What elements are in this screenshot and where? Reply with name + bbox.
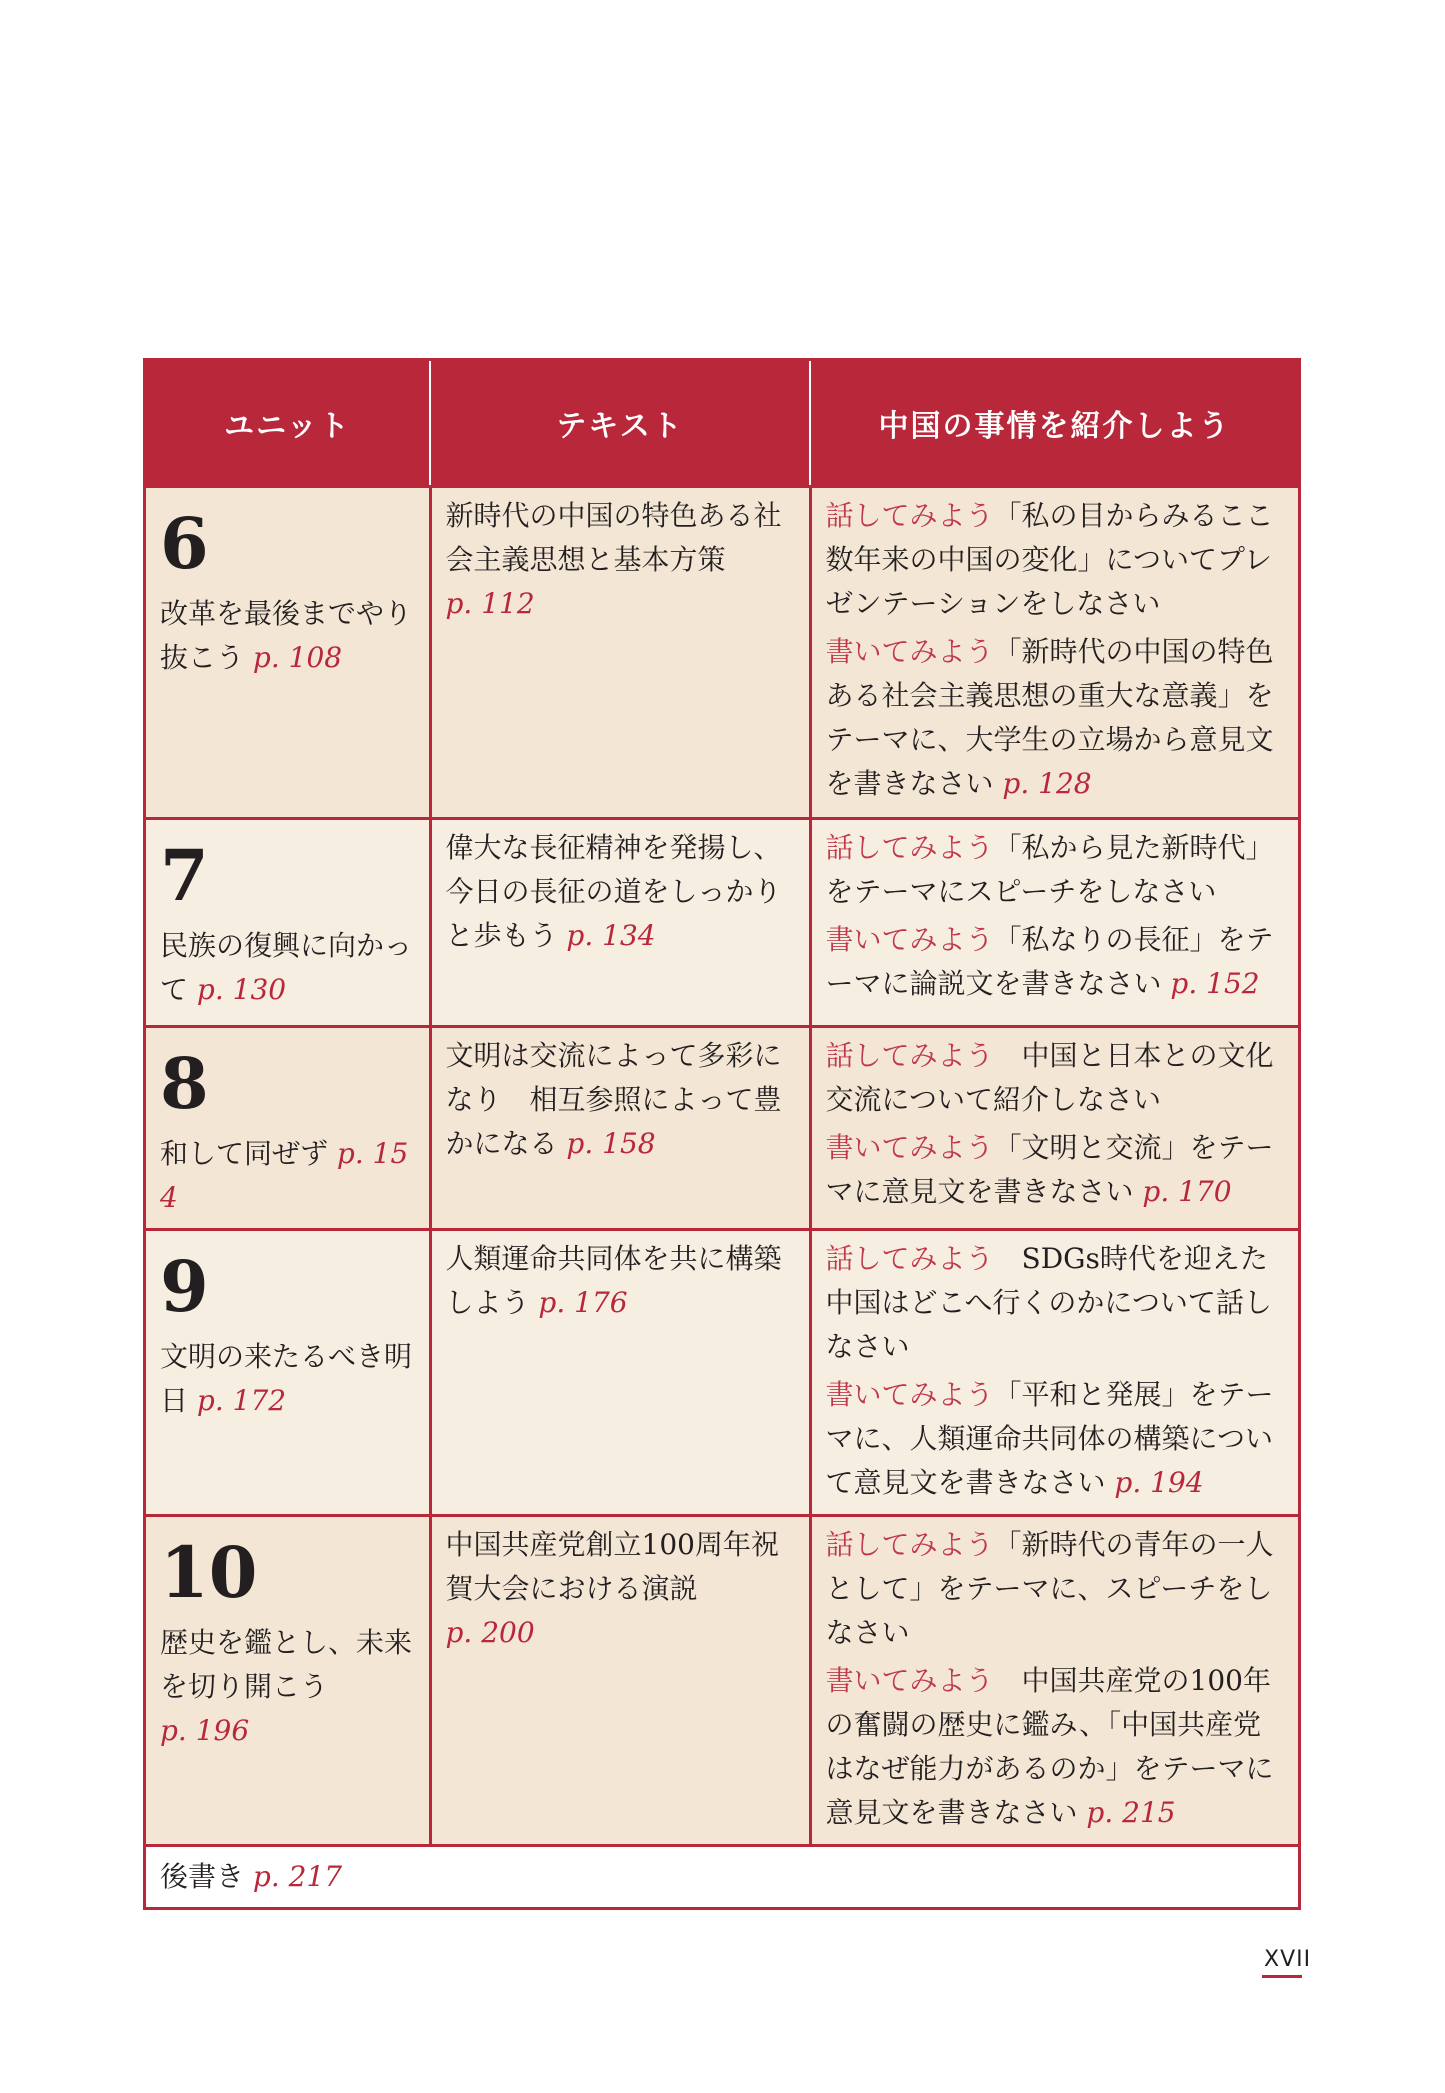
write-page-ref: p. 170 bbox=[1142, 1175, 1232, 1208]
speak-label: 話してみよう bbox=[825, 1039, 994, 1072]
unit-page-ref: p. 108 bbox=[252, 641, 343, 674]
text-page-ref: p. 134 bbox=[566, 919, 656, 952]
write-page-ref: p. 128 bbox=[1002, 767, 1092, 800]
write-page-ref: p. 152 bbox=[1170, 967, 1260, 1000]
afterword-row bbox=[146, 1846, 1298, 1908]
speak-label: 話してみよう bbox=[825, 831, 994, 864]
activity-cell bbox=[810, 1230, 1298, 1516]
unit-cell bbox=[146, 487, 430, 819]
unit-number: 9 bbox=[160, 1245, 209, 1328]
header-row bbox=[146, 361, 1298, 487]
write-text: 「平和と発展」をテーマに、人類運命共同体の構築について意見文を書きなさい bbox=[825, 1378, 1274, 1499]
table-row bbox=[146, 487, 1298, 819]
speak-label: 話してみよう bbox=[825, 1528, 994, 1561]
unit-page-ref: p. 154 bbox=[160, 1137, 409, 1214]
contents-table bbox=[143, 358, 1301, 1910]
unit-number: 10 bbox=[160, 1531, 258, 1614]
speak-text: 「新時代の青年の一人として」をテーマに、スピーチをしなさい bbox=[825, 1528, 1274, 1649]
text-cell bbox=[430, 1027, 810, 1230]
write-label: 書いてみよう bbox=[825, 1131, 994, 1164]
text-title: 新時代の中国の特色ある社会主義思想と基本方策 bbox=[445, 499, 782, 576]
activity-cell bbox=[810, 1516, 1298, 1846]
text-page-ref: p. 176 bbox=[538, 1286, 628, 1319]
afterword-label: 後書き bbox=[160, 1860, 245, 1893]
unit-title: 和して同ぜず bbox=[160, 1137, 329, 1170]
write-label: 書いてみよう bbox=[825, 1378, 994, 1411]
speak-label: 話してみよう bbox=[825, 1242, 994, 1275]
text-title: 人類運命共同体を共に構築しよう bbox=[445, 1242, 782, 1319]
afterword-cell bbox=[146, 1846, 1298, 1908]
text-page-ref: p. 158 bbox=[566, 1127, 656, 1160]
speak-text: SDGs時代を迎えた中国はどこへ行くのかについて話しなさい bbox=[825, 1242, 1272, 1363]
write-label: 書いてみよう bbox=[825, 635, 994, 668]
table-row bbox=[146, 1027, 1298, 1230]
speak-text: 中国と日本との文化交流について紹介しなさい bbox=[825, 1039, 1274, 1116]
text-cell bbox=[430, 1516, 810, 1846]
unit-cell bbox=[146, 1516, 430, 1846]
write-text: 「文明と交流」をテーマに意見文を書きなさい bbox=[825, 1131, 1274, 1208]
unit-cell bbox=[146, 1230, 430, 1516]
unit-page-ref: p. 172 bbox=[196, 1384, 287, 1417]
afterword-page-ref: p. 217 bbox=[252, 1860, 343, 1893]
activity-cell bbox=[810, 1027, 1298, 1230]
write-text: 「私なりの長征」をテーマに論説文を書きなさい bbox=[825, 923, 1274, 1000]
speak-text: 「私の目からみるここ数年来の中国の変化」についてプレゼンテーションをしなさい bbox=[825, 499, 1274, 620]
write-text: 「新時代の中国の特色ある社会主義思想の重大な意義」をテーマに、大学生の立場から意見文を書きなさい bbox=[825, 635, 1274, 800]
speak-label: 話してみよう bbox=[825, 499, 994, 532]
header-unit: ユニット bbox=[146, 361, 430, 487]
unit-page-ref: p. 196 bbox=[160, 1714, 250, 1747]
unit-number: 6 bbox=[160, 502, 209, 585]
write-page-ref: p. 194 bbox=[1114, 1466, 1204, 1499]
unit-number: 8 bbox=[160, 1042, 209, 1125]
text-title: 偉大な長征精神を発揚し、今日の長征の道をしっかりと歩もう bbox=[445, 831, 782, 952]
unit-title: 文明の来たるべき明日 bbox=[160, 1340, 413, 1417]
unit-page-ref: p. 130 bbox=[196, 973, 287, 1006]
text-title: 中国共産党創立100周年祝賀大会における演説 bbox=[445, 1528, 779, 1605]
text-cell bbox=[430, 487, 810, 819]
text-page-ref: p. 200 bbox=[445, 1616, 535, 1649]
unit-title: 民族の復興に向かって bbox=[160, 929, 413, 1006]
table-row bbox=[146, 1516, 1298, 1846]
table-row bbox=[146, 1230, 1298, 1516]
write-page-ref: p. 215 bbox=[1086, 1796, 1176, 1829]
header-introduce: 中国の事情を紹介しよう bbox=[810, 361, 1298, 487]
text-page-ref: p. 112 bbox=[445, 587, 535, 620]
table-row bbox=[146, 819, 1298, 1027]
text-cell bbox=[430, 819, 810, 1027]
header-text: テキスト bbox=[430, 361, 810, 487]
speak-text: 「私から見た新時代」をテーマにスピーチをしなさい bbox=[825, 831, 1274, 908]
unit-cell bbox=[146, 819, 430, 1027]
activity-cell bbox=[810, 819, 1298, 1027]
text-cell bbox=[430, 1230, 810, 1516]
page-number-underline bbox=[1262, 1975, 1302, 1978]
write-label: 書いてみよう bbox=[825, 1664, 994, 1697]
unit-title: 改革を最後までやり抜こう bbox=[160, 597, 413, 674]
unit-number: 7 bbox=[160, 834, 209, 917]
write-text: 中国共産党の100年の奮闘の歴史に鑑み、「中国共産党はなぜ能力があるのか」をテーマに意見文を書きなさい bbox=[825, 1664, 1274, 1829]
activity-cell bbox=[810, 487, 1298, 819]
write-label: 書いてみよう bbox=[825, 923, 994, 956]
unit-cell bbox=[146, 1027, 430, 1230]
text-title: 文明は交流によって多彩になり 相互参照によって豊かになる bbox=[445, 1039, 782, 1160]
page-number: XVII bbox=[1264, 1947, 1312, 1972]
unit-title: 歴史を鑑とし、未来を切り開こう bbox=[160, 1626, 413, 1703]
